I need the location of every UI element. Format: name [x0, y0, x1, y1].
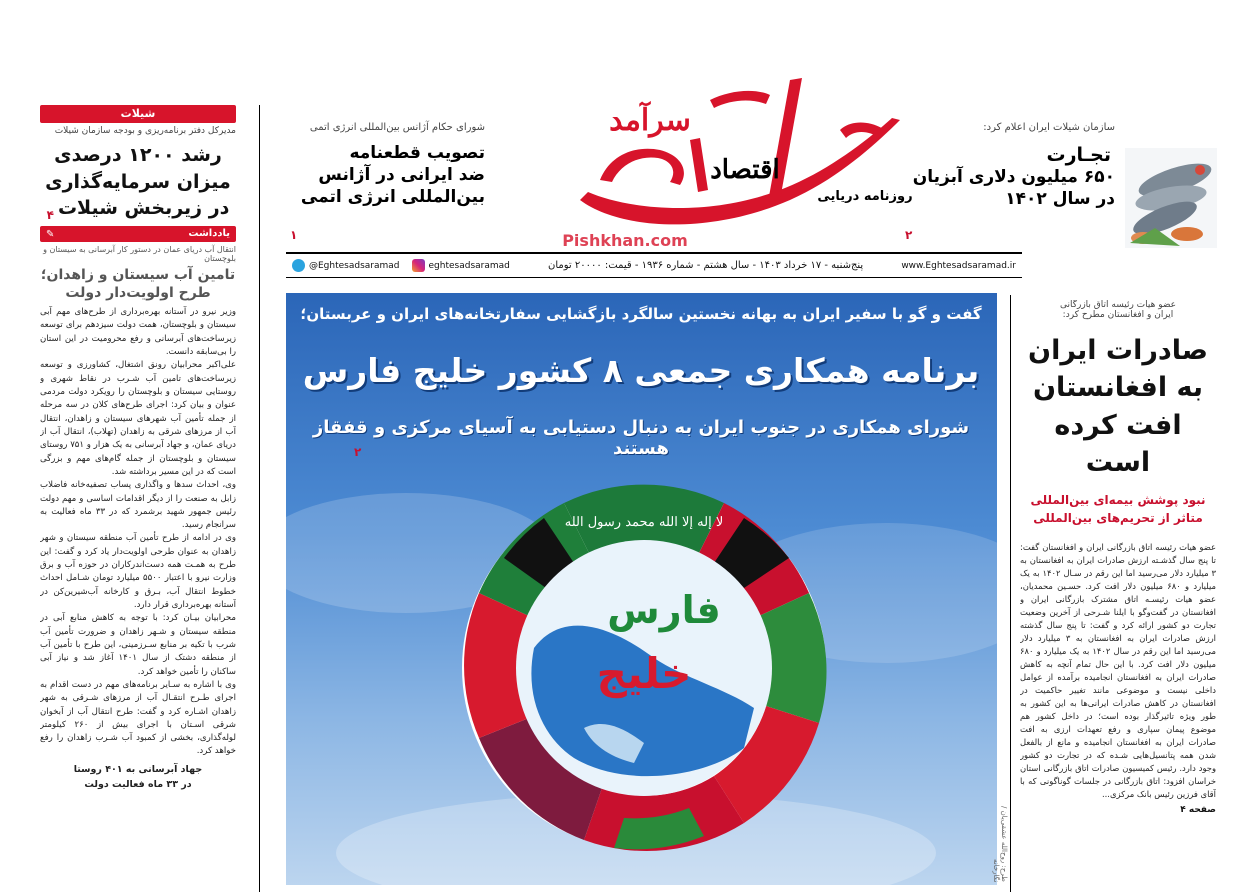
teaser-middle-kicker: شورای حکام آژانس بین‌المللی انرژی اتمی [309, 122, 485, 133]
fisheries-headline-line1: رشد ۱۲۰۰ درصدی [54, 144, 222, 166]
note-paragraph: علی‌اکبر محرابیان رونق اشتغال، کشاورزی و توسعه زیرساخت‌های تامین آب شـرب در نقاط شهری و روستایی سیستان و بلوچستان را رویکرد دولت مردمی عنوان و بیان کرد: اجرای طرح‌های کلان در سه مرحله از جمله تأمین آب شهرهای سیستان و زاهدان، انتقال آب از مرزهای شرقی به زاهدان (تهلاب)، انتقال آب از دریای عمان، و جهاد آبرسانی به یک هزار و ۷۵۱ روستای سیستان و بلوچستان از جمله گام‌های مهم و بزرگی است که در این مسیر برداشته شد. [40, 360, 236, 477]
logo-stroke-4 [690, 138, 708, 192]
teaser-right-page: ۲ [905, 228, 913, 242]
hero-credit: طرح: روح‌الله عشقی‌یان / نگارخانه [992, 806, 1008, 882]
logo-brand-sub: اقتصاد [710, 155, 780, 185]
newspaper-logo [540, 60, 930, 250]
hero-headline: برنامه همکاری جمعی ۸ کشور خلیج فارس [302, 351, 980, 390]
teaser-middle-page: ۱ [290, 228, 298, 242]
logo-tagline: روزنامه دریایی [817, 189, 913, 204]
hero-page: ۲ [354, 445, 362, 459]
note-paragraph: وی، احداث سدها و واگذاری پساب تصفیه‌خانه فاضلاب زابل به صنعت را از دیگر اقدامات اساسی و مهم دولت رئیس جمهور شهید برشمرد که در ۳۳ ماه فعالیت به سرانجام رسید. [40, 480, 236, 531]
note-subheading-1: جهاد آبرسانی به ۴۰۱ روستا [73, 763, 203, 775]
teaser-middle-line2: ضد ایرانی در آژانس [318, 164, 485, 185]
section-label-fisheries: شیلات [40, 105, 236, 123]
telegram-handle[interactable]: @Eghtesadsaramad [309, 260, 400, 271]
afghan-headline-line3: افت کرده است [1054, 409, 1182, 478]
fisheries-headline-line2: میزان سرمایه‌گذاری [45, 170, 231, 193]
teaser-right-line3: در سال ۱۴۰۲ [1005, 189, 1115, 210]
logo-brand-main: سرآمد [609, 103, 691, 138]
fisheries-kicker: مدیرکل دفتر برنامه‌ریزی و بودجه سازمان شیلات [54, 126, 236, 136]
column-divider-left [259, 105, 260, 892]
note-title-line2: طرح اولویت‌دار دولت [65, 284, 211, 301]
afghan-body: عضو هیات رئیسه اتاق بازرگانی ایران و افغانستان گفت: تا پنج سال گذشـته ارزش صادرات ایران به افغانستان به ۳ میلیارد دلار می‌رسید اما این رقم در سـال ۱۴۰۲ به یک میلیارد و ۶۸۰ میلیون دلار افت کرد. حسـین محمدیان، عضو هیات رئیسـه اتاق مشترک بازرگانی ایران و افغانستان در گفت‌وگو با ایلنا شـرحی از آخرین وضعیت تجارت دو کشور ارائه کرد و گفت: تا پنج سال گذشته ارزش صادرات ایران به افغانستان به ۳ میلیارد دلار می‌رسید اما این رقم در سال ۱۴۰۲ به یک میلیارد و ۶۸۰ میلیون دلار افت کرد. با این حال تمام آنچه به کاهش صادرات ایران به افغانستان انجامیده برآمده از عوامل داخلی نیست و موضوعی مانند تغییر حاکمیت در افغانستان در کاهش صادرات ایرانی‌ها به این کشور به طور ویژه تاثیرگذار بوده است؛ در داخل کشور هم موضوع پیمان سپاری و رفع تعهدات ارزی به افت صادرات ایران به افغانستان انجامیده و مانع از بالفعل شدن همه پتانسیل‌هایی شـده که در تجارت دو کشور وجود دارد. رئیس کمیسیون صادرات اتاق بازرگانی استان خراسان افزود: اتاق بازرگانی در جلسات گوناگونی که با آقای فرزین رئیس بانک مرکزی... [1020, 542, 1216, 800]
note-title[interactable] [40, 266, 236, 302]
map-word-khalij: خلیج [596, 649, 692, 698]
teaser-middle-line1: تصویب قطعنامه [349, 143, 485, 163]
hero-kicker: گفت و گو با سفیر ایران به بهانه نخستین سالگرد بازگشایی سفارتخانه‌های ایران و عربستان؛ [300, 305, 982, 323]
fisheries-headline-line3: در زیربخش شیلات [57, 197, 230, 220]
note-paragraph: وی در ادامه از طرح تأمین آب منطقه سیستان و شهر زاهدان به عنوان طرحی اولویت‌دار یاد کرد و گفت: این طرح به همـت همه دست‌اندرکاران در حوزه آب و برق وزارت نیرو با اعتبار ۵۵۰۰ میلیارد تومان شـامل احداث خطوط انتقال آب، بـرق و کارخانه آب‌شیرین‌کن در آستانه بهره‌برداری قرار دارد. [40, 533, 236, 611]
afghan-kicker-2: ایران و افغانستان مطرح کرد: [1062, 310, 1174, 320]
teaser-right[interactable] [905, 122, 1115, 211]
website-url[interactable]: www.Eghtesadsaramad.ir [901, 260, 1016, 271]
note-paragraph: وزیر نیرو در آستانه بهره‌برداری از طرح‌های مهم آبی سیستان و بلوچستان، همت دولت سیزدهم برای توسعه زیرساخت‌های آبرسانی و رفع محرومیت در این استان را بی‌سابقه دانست. [40, 307, 236, 358]
instagram-handle[interactable]: eghtesadsaramad [428, 260, 510, 271]
afghan-headline[interactable] [1020, 332, 1216, 481]
fisheries-headline[interactable] [40, 142, 236, 222]
note-body [40, 306, 236, 792]
section-label-note [40, 226, 236, 242]
instagram-icon[interactable] [412, 259, 425, 272]
masthead [540, 60, 930, 260]
teaser-right-line2: ۶۵۰ میلیون دلاری آبزیان [912, 167, 1115, 188]
fisheries-page: ۴ [46, 207, 54, 222]
logo-stroke-3 [600, 149, 684, 185]
logo-stroke-2 [710, 91, 770, 108]
left-column [40, 105, 236, 892]
teaser-right-line1: تجـارت [1046, 144, 1111, 166]
note-paragraph: وی با اشاره به سـایر برنامه‌های مهم در دست اقدام به اجرای طـرح انتقـال آب از مرزهای شـرقی به شهر زاهدان اشـاره کرد و گفت: طرح انتقال آب از آبخوان شرقی اسـتان با اجرای بیش از ۲۶۰ کیلومتر لوله‌گذاری، بخشی از کمبود آب شـرب زاهدان را رفع خواهد کرد. [40, 679, 236, 757]
social-links [292, 259, 510, 272]
note-section-label: یادداشت [188, 227, 230, 239]
pencil-icon: ✎ [46, 228, 55, 240]
hero-subhead: شورای همکاری در جنوب ایران به دنبال دستیابی به آسیای مرکزی و قفقاز هستند [312, 417, 970, 459]
afghan-page-ref[interactable]: صفحه ۴ [1180, 805, 1216, 816]
afghan-subhead-line2: متاثر از تحریم‌های بین‌المللی [1033, 511, 1203, 525]
afghan-subhead [1020, 491, 1216, 527]
hero-feature[interactable] [286, 293, 997, 885]
note-subheading-2: در ۳۳ ماه فعالیت دولت [84, 778, 192, 790]
teaser-middle[interactable] [285, 122, 485, 208]
seafood-image [1125, 148, 1217, 248]
note-title-line1: تامین آب سیستان و زاهدان؛ [40, 266, 236, 283]
telegram-icon[interactable] [292, 259, 305, 272]
afghan-headline-line1: صادرات ایران [1028, 335, 1208, 366]
afghan-kicker-1: عضو هیات رئیسه اتاق بازرگانی [1059, 300, 1177, 310]
afghan-subhead-line1: نبود پوشش بیمه‌ای بین‌المللی [1030, 493, 1206, 507]
logo-stroke-5 [840, 123, 885, 139]
teaser-middle-line3: بین‌المللی انرژی اتمی [300, 186, 485, 207]
issue-info: پنج‌شنبه - ۱۷ خرداد ۱۴۰۳ - سال هشتم - شماره ۱۹۳۶ - قیمت: ۲۰۰۰۰ تومان [547, 260, 864, 271]
saudi-flag-script: لا إله إلا الله محمد رسول الله [564, 515, 724, 530]
right-column [1020, 300, 1216, 892]
column-divider-right [1010, 295, 1011, 892]
dateline-bar [286, 252, 1022, 278]
afghan-headline-line2: به افغانستان [1032, 372, 1204, 404]
map-word-fars: فارس [607, 588, 721, 632]
logo-watermark: Pishkhan.com [562, 231, 688, 250]
teaser-right-kicker: سازمان شیلات ایران اعلام کرد: [983, 122, 1115, 133]
note-paragraph: محرابیان بیـان کرد: با توجه به کاهش منابع آبی در منطقه سیستان و شـهر زاهدان و ضرورت تأمین آب شرب با تکیه بر منابع سـرزمینی، این طرح با تأمین آب از منطقه دشتک از سال ۱۴۰۱ آغاز شد و نیاز آبی ساکنان را تأمین خواهد کرد. [40, 613, 236, 677]
note-kicker: انتقال آب دریای عمان در دستور کار آبرسانی به سیستان و بلوچستان [43, 244, 236, 263]
